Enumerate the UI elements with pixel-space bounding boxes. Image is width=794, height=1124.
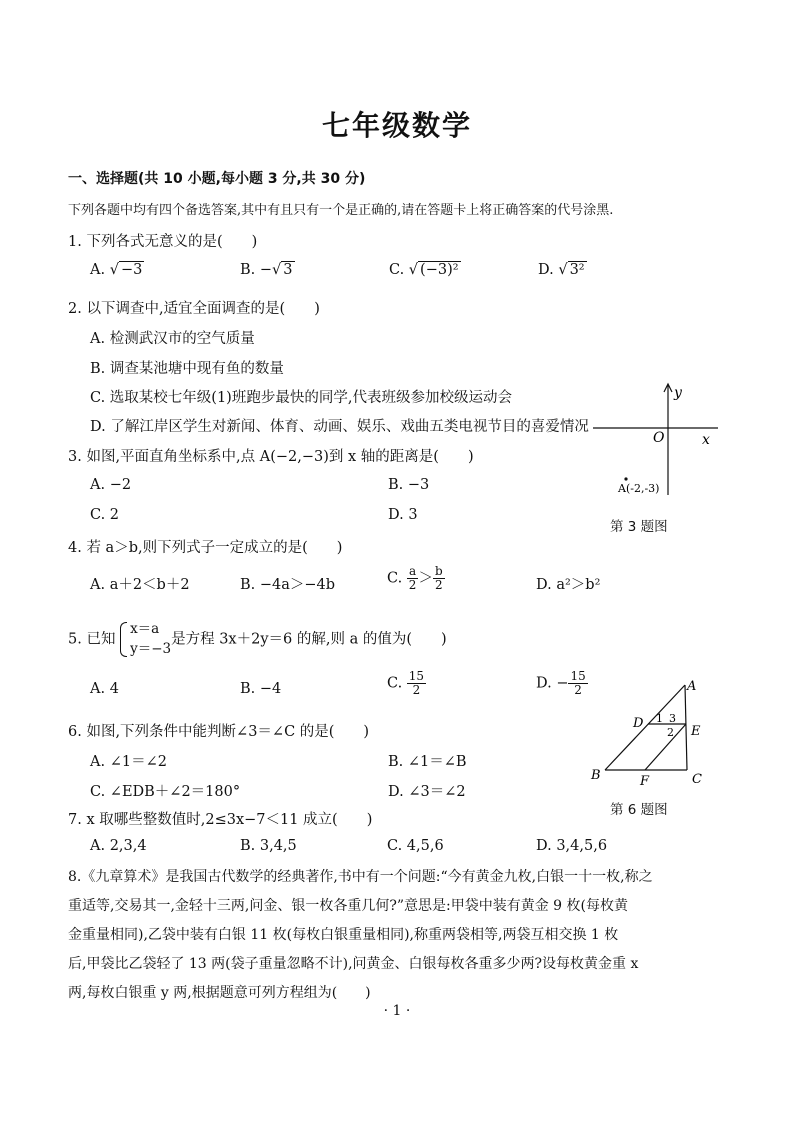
q1-b-radicand: 3 xyxy=(283,262,293,278)
q3-option-d: D. 3 xyxy=(388,507,418,523)
q8-line-2: 重适等,交易其一,金轻十三两,问金、银一枚各重几何?”意思是:甲袋中装有黄金 9 枚(每枚黄 xyxy=(68,898,628,914)
q5-c-label: C. xyxy=(387,675,403,692)
q1-option-a: A. √ −3 xyxy=(90,262,143,278)
q4-c-fraction-2: $\frac{b}{2}$ xyxy=(434,564,443,593)
q5-c-fraction: $\frac{15}{2}$ xyxy=(408,669,425,698)
q2-option-d: D. 了解江岸区学生对新闻、体育、动画、娱乐、戏曲五类电视节目的喜爱情况 xyxy=(90,419,589,435)
q7-option-d: D. 3,4,5,6 xyxy=(536,838,608,854)
q5-suffix: 是方程 3x＋2y＝6 的解,则 a 的值为( ) xyxy=(171,631,447,648)
angle-1-label: 1 xyxy=(656,712,663,725)
q4-option-a: A. a＋2＜b＋2 xyxy=(90,577,190,593)
q8-question xyxy=(68,863,720,1008)
q6-triangle-figure xyxy=(585,675,715,790)
q2-option-b: B. 调查某池塘中现有鱼的数量 xyxy=(90,361,284,377)
q5-d-fraction: $\frac{15}{2}$ xyxy=(570,669,586,698)
q5-prefix: 5. 已知 xyxy=(68,631,116,648)
q4-c-operator: ＞ xyxy=(418,570,433,587)
point-a xyxy=(624,477,627,480)
q7-option-b: B. 3,4,5 xyxy=(240,838,297,854)
q1-c-radicand: (−3)² xyxy=(420,262,459,278)
q3-option-a: A. −2 xyxy=(90,477,132,493)
q5-option-b: B. −4 xyxy=(240,681,282,697)
q8-line-1: 8.《九章算术》是我国古代数学的经典著作,书中有一个问题:“今有黄金九枚,白银一十一枚,称之 xyxy=(68,869,653,885)
q5-option-d xyxy=(536,670,588,697)
q5-option-a: A. 4 xyxy=(90,681,119,697)
origin-label: O xyxy=(653,430,665,446)
q6-option-d: D. ∠3＝∠2 xyxy=(388,784,466,800)
q4-c-label: C. xyxy=(387,570,403,587)
q4-stem: 4. 若 a＞b,则下列式子一定成立的是( ) xyxy=(68,540,343,556)
q5-stem xyxy=(68,620,447,659)
q4-option-d: D. a²＞b² xyxy=(536,577,601,593)
q8-line-3: 金重量相同),乙袋中装有白银 11 枚(每枚白银重量相同),称重两袋相等,两袋互相交换 1 枚 xyxy=(68,927,619,943)
q4-option-c xyxy=(387,565,445,592)
q8-line-5: 两,每枚白银重 y 两,根据题意可列方程组为( ) xyxy=(68,985,371,1001)
q7-option-c: C. 4,5,6 xyxy=(387,838,444,854)
q1-option-b: B. −√ 3 xyxy=(240,262,293,278)
q1-c-label: C. xyxy=(389,262,405,278)
q3-option-c: C. 2 xyxy=(90,507,120,523)
q7-option-a: A. 2,3,4 xyxy=(90,838,147,854)
q6-stem: 6. 如图,下列条件中能判断∠3＝∠C 的是( ) xyxy=(68,724,370,740)
page-title: 七年级数学 xyxy=(321,109,472,142)
q7-stem: 7. x 取哪些整数值时,2≤3x−7＜11 成立( ) xyxy=(68,812,373,828)
point-e-label: E xyxy=(691,724,701,739)
page-number: · 1 · xyxy=(383,1003,411,1019)
q2-option-a: A. 检测武汉市的空气质量 xyxy=(90,331,255,347)
side-ac xyxy=(685,685,687,770)
q5-option-c xyxy=(387,670,426,697)
q1-option-c: C. √ (−3)² xyxy=(389,262,459,278)
angle-2-label: 2 xyxy=(667,726,674,739)
section-instruction: 下列各题中均有四个备选答案,其中有且只有一个是正确的,请在答题卡上将正确答案的代号涂黑. xyxy=(68,203,614,218)
q6-figure-caption: 第 6 题图 xyxy=(610,802,668,818)
point-d-label: D xyxy=(633,716,644,731)
angle-3-label: 3 xyxy=(669,712,676,725)
q1-b-label: B. − xyxy=(240,262,273,278)
q1-a-label: A. xyxy=(90,262,106,278)
q1-option-d: D. √ 3² xyxy=(538,262,585,278)
point-f-label: F xyxy=(640,774,650,789)
q6-option-c: C. ∠EDB＋∠2＝180° xyxy=(90,784,241,800)
q5-d-label: D. − xyxy=(536,675,569,692)
q4-option-b: B. −4a＞−4b xyxy=(240,577,336,593)
section-heading: 一、选择题(共 10 小题,每小题 3 分,共 30 分) xyxy=(68,171,366,187)
q3-stem: 3. 如图,平面直角坐标系中,点 A(−2,−3)到 x 轴的距离是( ) xyxy=(68,449,474,465)
y-axis-label: y xyxy=(674,385,682,401)
q1-a-radicand: −3 xyxy=(120,262,143,278)
q3-coordinate-figure xyxy=(590,380,730,505)
vertex-a-label: A xyxy=(687,679,697,694)
q8-line-4: 后,甲袋比乙袋轻了 13 两(袋子重量忽略不计),问黄金、白银每枚各重多少两?设每枚黄金重 x xyxy=(68,956,639,972)
q6-option-a: A. ∠1＝∠2 xyxy=(90,754,167,770)
q5-equation-system: x＝a y＝−3 xyxy=(120,620,171,659)
vertex-b-label: B xyxy=(591,768,601,783)
q2-option-c: C. 选取某校七年级(1)班跑步最快的同学,代表班级参加校级运动会 xyxy=(90,390,512,406)
vertex-c-label: C xyxy=(692,772,702,787)
q4-c-fraction-1: $\frac{a}{2}$ xyxy=(408,564,417,593)
q6-option-b: B. ∠1＝∠B xyxy=(388,754,467,770)
q3-option-b: B. −3 xyxy=(388,477,430,493)
q1-d-radicand: 3² xyxy=(569,262,585,278)
q1-stem: 1. 下列各式无意义的是( ) xyxy=(68,234,258,250)
point-a-label: A(-2,-3) xyxy=(618,482,660,495)
segment-ef xyxy=(645,724,686,770)
q2-stem: 2. 以下调查中,适宜全面调查的是( ) xyxy=(68,301,320,317)
q1-d-label: D. xyxy=(538,262,554,278)
q3-figure-caption: 第 3 题图 xyxy=(610,519,668,535)
x-axis-label: x xyxy=(702,432,710,448)
